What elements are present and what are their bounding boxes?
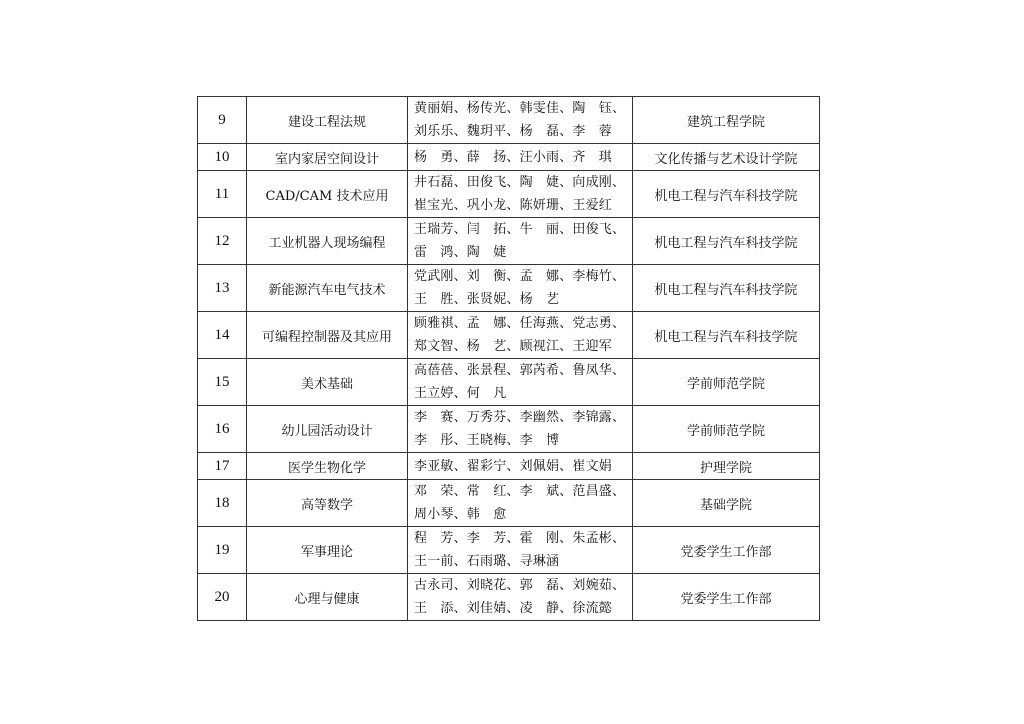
member-names (408, 527, 633, 574)
member-names-line: 井石磊、田俊飞、陶 婕、向成刚、 (414, 175, 626, 190)
course-name: 新能源汽车电气技术 (247, 265, 408, 312)
member-names (408, 406, 633, 453)
college-name: 党委学生工作部 (633, 574, 820, 621)
table-row (198, 453, 820, 480)
row-number: 16 (198, 406, 247, 453)
member-names (408, 480, 633, 527)
row-number: 9 (198, 97, 247, 144)
member-names (408, 171, 633, 218)
member-names (408, 97, 633, 144)
course-name: 工业机器人现场编程 (247, 218, 408, 265)
college-name: 学前师范学院 (633, 359, 820, 406)
table-row (198, 171, 820, 218)
member-names-line: 王 添、刘佳婧、凌 静、徐流懿 (414, 601, 613, 616)
college-name: 机电工程与汽车科技学院 (633, 265, 820, 312)
row-number: 18 (198, 480, 247, 527)
member-names-line: 郑文智、杨 艺、顾视江、王迎军 (414, 339, 613, 354)
table-row (198, 312, 820, 359)
course-name: 美术基础 (247, 359, 408, 406)
member-names-line: 李亚敏、翟彩宁、刘佩娟、崔文娟 (414, 458, 613, 474)
member-names-line: 程 芳、李 芳、霍 刚、朱孟彬、 (414, 531, 626, 546)
row-number: 14 (198, 312, 247, 359)
row-number: 19 (198, 527, 247, 574)
row-number: 15 (198, 359, 247, 406)
table-row (198, 406, 820, 453)
college-name: 学前师范学院 (633, 406, 820, 453)
row-number: 13 (198, 265, 247, 312)
college-name: 基础学院 (633, 480, 820, 527)
member-names (408, 144, 633, 171)
member-names (408, 312, 633, 359)
table-row (198, 97, 820, 144)
member-names-line: 周小琴、韩 愈 (414, 507, 507, 522)
row-number: 17 (198, 453, 247, 480)
table-row (198, 218, 820, 265)
row-number: 20 (198, 574, 247, 621)
member-names-line: 党武刚、刘 衡、孟 娜、李梅竹、 (414, 269, 626, 284)
member-names (408, 265, 633, 312)
table-row (198, 359, 820, 406)
course-name: 幼儿园活动设计 (247, 406, 408, 453)
table-row (198, 265, 820, 312)
college-name: 文化传播与艺术设计学院 (633, 144, 820, 171)
row-number: 11 (198, 171, 247, 218)
member-names-line: 崔宝光、巩小龙、陈妍珊、王爱红 (414, 198, 613, 213)
course-name: 军事理论 (247, 527, 408, 574)
course-name: CAD/CAM 技术应用 (247, 171, 408, 218)
member-names-line: 刘乐乐、魏玥平、杨 磊、李 蓉 (414, 124, 613, 139)
college-name: 机电工程与汽车科技学院 (633, 312, 820, 359)
college-name: 机电工程与汽车科技学院 (633, 171, 820, 218)
table-row (198, 574, 820, 621)
college-name: 机电工程与汽车科技学院 (633, 218, 820, 265)
member-names-line: 雷 鸿、陶 婕 (414, 245, 507, 260)
college-name: 护理学院 (633, 453, 820, 480)
college-name: 党委学生工作部 (633, 527, 820, 574)
member-names-line: 黄丽娟、杨传光、韩雯佳、陶 钰、 (414, 101, 626, 116)
member-names (408, 359, 633, 406)
course-name: 室内家居空间设计 (247, 144, 408, 171)
member-names-line: 杨 勇、薛 扬、汪小雨、齐 琪 (414, 149, 613, 165)
member-names-line: 李 赛、万秀芬、李幽然、李锦露、 (414, 410, 626, 425)
member-names-line: 高蓓蓓、张景程、郭芮希、鲁凤华、 (414, 363, 626, 378)
member-names-line: 王 胜、张贤妮、杨 艺 (414, 292, 560, 307)
course-name: 心理与健康 (247, 574, 408, 621)
member-names (408, 574, 633, 621)
table-row (198, 144, 820, 171)
table-row (198, 480, 820, 527)
row-number: 12 (198, 218, 247, 265)
member-names-line: 王瑞芳、闫 拓、牛 丽、田俊飞、 (414, 222, 626, 237)
member-names (408, 453, 633, 480)
member-names-line: 李 彤、王晓梅、李 博 (414, 433, 560, 448)
table-body (198, 97, 820, 621)
college-name: 建筑工程学院 (633, 97, 820, 144)
member-names-line: 王立婷、何 凡 (414, 386, 507, 401)
member-names-line: 邓 荣、常 红、李 斌、范昌盛、 (414, 484, 626, 499)
course-name: 建设工程法规 (247, 97, 408, 144)
course-name: 高等数学 (247, 480, 408, 527)
course-name: 医学生物化学 (247, 453, 408, 480)
member-names-line: 古永司、刘晓花、郭 磊、刘婉茹、 (414, 578, 626, 593)
course-name: 可编程控制器及其应用 (247, 312, 408, 359)
table-row (198, 527, 820, 574)
row-number: 10 (198, 144, 247, 171)
member-names-line: 王一前、石雨璐、寻琳涵 (414, 554, 560, 569)
course-table (197, 96, 820, 621)
member-names-line: 顾雅祺、孟 娜、任海燕、党志勇、 (414, 316, 626, 331)
member-names (408, 218, 633, 265)
